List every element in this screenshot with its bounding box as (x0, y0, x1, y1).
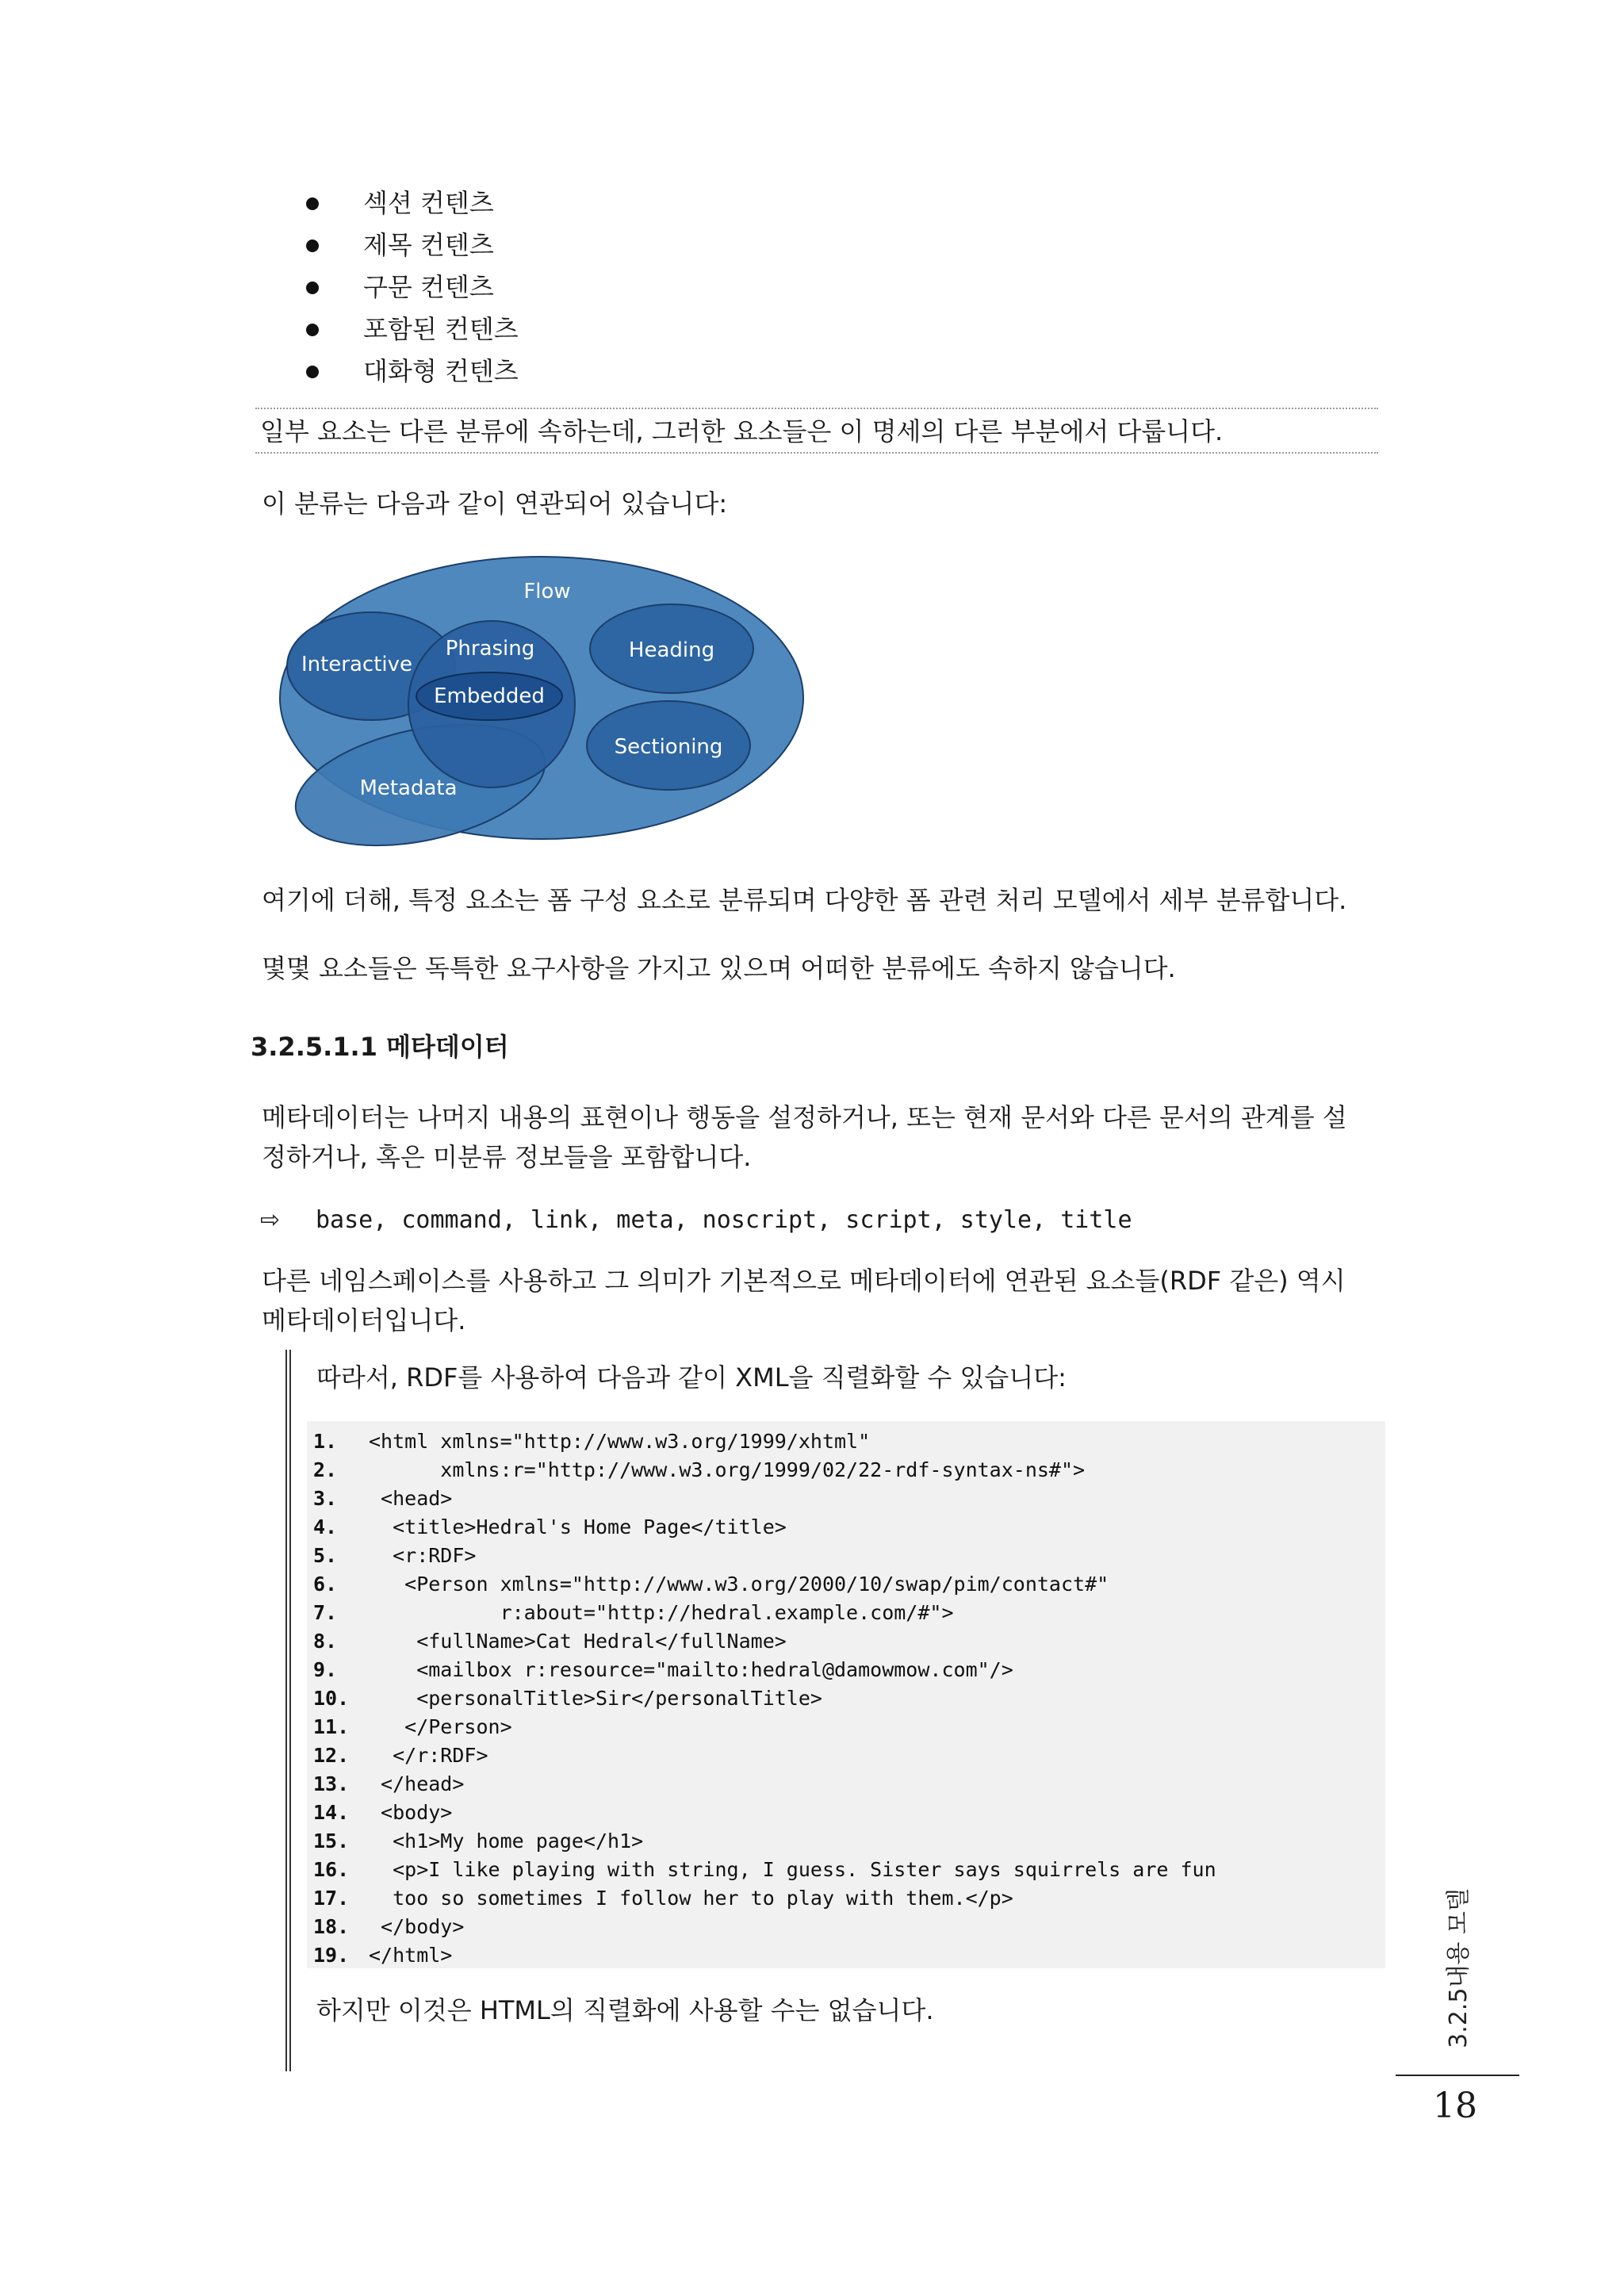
metadata-paragraph-line-1: 메타데이터는 나머지 내용의 표현이나 행동을 설정하거나, 또는 현재 문서와 다른 문서의 관계를 설 (262, 1102, 1347, 1132)
line-number: 12. (313, 1744, 350, 1767)
side-label-text: 3.2.5내용 모델 (1445, 1888, 1473, 2048)
flow-label: Flow (523, 580, 571, 603)
namespace-paragraph-line-1: 다른 네임스페이스를 사용하고 그 의미가 기본적으로 메타데이터에 연관된 요소들(RDF 같은) 역시 (262, 1266, 1346, 1296)
code-text: <p>I like playing with string, I guess. Sister says squirrels are fun (369, 1858, 1216, 1881)
line-number: 13. (313, 1772, 350, 1795)
content-category-diagram (270, 555, 809, 856)
section-heading: 3.2.5.1.1 메타데이터 (251, 1032, 509, 1062)
bullet-dot-icon (306, 324, 319, 336)
bullet-item (301, 352, 519, 394)
line-number: 3. (313, 1487, 338, 1510)
code-text: <Person xmlns="http://www.w3.org/2000/10/swap/pim/contact#" (369, 1573, 1109, 1596)
code-line (307, 1684, 1385, 1713)
line-number: 5. (313, 1544, 338, 1567)
code-line (307, 1827, 1385, 1856)
code-line (307, 1856, 1385, 1884)
code-text: too so sometimes I follow her to play with them.</p> (369, 1887, 1013, 1910)
code-text: <html xmlns="http://www.w3.org/1999/xhtml" (369, 1430, 871, 1453)
bullet-text: 포함된 컨텐츠 (363, 314, 519, 344)
line-number: 1. (313, 1430, 338, 1453)
code-line (307, 1913, 1385, 1941)
bullet-text: 대화형 컨텐츠 (363, 356, 519, 386)
interactive-label: Interactive (301, 653, 413, 676)
code-line (307, 1485, 1385, 1513)
code-line (307, 1941, 1385, 1970)
example-intro: 따라서, RDF를 사용하여 다음과 같이 XML을 직렬화할 수 있습니다: (316, 1362, 1067, 1393)
bullet-dot-icon (306, 282, 319, 294)
code-text: <head> (369, 1487, 453, 1510)
code-line (307, 1713, 1385, 1741)
metadata-label: Metadata (359, 776, 458, 800)
code-line (307, 1456, 1385, 1485)
bullet-item (301, 310, 519, 352)
code-line (307, 1741, 1385, 1770)
code-text: </body> (369, 1915, 465, 1938)
example-box (285, 1350, 1385, 2071)
code-text: </html> (369, 1944, 453, 1967)
example-outro: 하지만 이것은 HTML의 직렬화에 사용할 수는 없습니다. (316, 1995, 934, 2025)
unique-paragraph: 몇몇 요소들은 독특한 요구사항을 가지고 있으며 어떠한 분류에도 속하지 않습니다. (262, 953, 1176, 983)
metadata-paragraph-line-2: 정하거나, 혹은 미분류 정보들을 포함합니다. (262, 1142, 752, 1172)
embedded-label: Embedded (434, 684, 545, 708)
line-number: 4. (313, 1515, 338, 1538)
line-number: 18. (313, 1915, 350, 1938)
line-number: 8. (313, 1630, 338, 1653)
code-line (307, 1599, 1385, 1627)
arrow-icon: ⇨ (260, 1206, 281, 1234)
bullet-dot-icon (306, 239, 319, 252)
heading-label: Heading (628, 638, 715, 662)
code-line (307, 1542, 1385, 1570)
code-text: <r:RDF> (369, 1544, 477, 1567)
note-box: 일부 요소는 다른 분류에 속하는데, 그러한 요소들은 이 명세의 다른 부분에서 다룹니다. (255, 408, 1378, 454)
code-text: <personalTitle>Sir</personalTitle> (369, 1687, 822, 1710)
bullet-item (301, 184, 519, 226)
line-number: 17. (313, 1887, 350, 1910)
line-number: 7. (313, 1601, 338, 1624)
code-line (307, 1513, 1385, 1542)
bullet-item (301, 226, 519, 268)
code-line (307, 1627, 1385, 1656)
code-line (307, 1656, 1385, 1684)
code-text: <title>Hedral's Home Page</title> (369, 1515, 787, 1538)
code-text: xmlns:r="http://www.w3.org/1999/02/22-rdf-syntax-ns#"> (369, 1458, 1086, 1481)
form-paragraph: 여기에 더해, 특정 요소는 폼 구성 요소로 분류되며 다양한 폼 관련 처리 모델에서 세부 분류합니다. (262, 885, 1347, 915)
code-line (307, 1570, 1385, 1599)
code-text: <mailbox r:resource="mailto:hedral@damowmow.com"/> (369, 1658, 1013, 1681)
line-number: 2. (313, 1458, 338, 1481)
code-text: r:about="http://hedral.example.com/#"> (369, 1601, 954, 1624)
line-number: 9. (313, 1658, 338, 1681)
element-list (260, 1202, 1132, 1239)
code-text: </Person> (369, 1715, 512, 1738)
phrasing-label: Phrasing (445, 637, 535, 661)
code-line (307, 1799, 1385, 1827)
bullet-text: 제목 컨텐츠 (363, 230, 494, 260)
code-text: <fullName>Cat Hedral</fullName> (369, 1630, 787, 1653)
namespace-paragraph-line-2: 메타데이터입니다. (262, 1305, 466, 1335)
sectioning-label: Sectioning (614, 735, 723, 759)
bullet-text: 구문 컨텐츠 (363, 272, 494, 302)
code-text: <body> (369, 1801, 453, 1824)
bullet-dot-icon (306, 366, 319, 378)
code-line (307, 1884, 1385, 1913)
code-text: </head> (369, 1772, 465, 1795)
code-block (307, 1421, 1385, 1968)
line-number: 19. (313, 1944, 350, 1967)
page-number: 18 (1433, 2086, 1477, 2126)
line-number: 14. (313, 1801, 350, 1824)
bullet-dot-icon (306, 197, 319, 210)
bullet-item (301, 268, 519, 310)
code-line (307, 1427, 1385, 1456)
code-text: <h1>My home page</h1> (369, 1829, 644, 1852)
line-number: 15. (313, 1829, 350, 1852)
footer-rule (1396, 2075, 1519, 2076)
element-list-text: base, command, link, meta, noscript, script, style, title (316, 1206, 1132, 1234)
line-number: 16. (313, 1858, 350, 1881)
diagram-intro: 이 분류는 다음과 같이 연관되어 있습니다: (262, 489, 728, 519)
code-line (307, 1770, 1385, 1799)
bullet-text: 섹션 컨텐츠 (363, 188, 494, 218)
line-number: 11. (313, 1715, 350, 1738)
section-side-label (1424, 1881, 1488, 2056)
line-number: 6. (313, 1573, 338, 1596)
bullet-list (301, 184, 519, 394)
line-number: 10. (313, 1687, 350, 1710)
code-text: </r:RDF> (369, 1744, 488, 1767)
